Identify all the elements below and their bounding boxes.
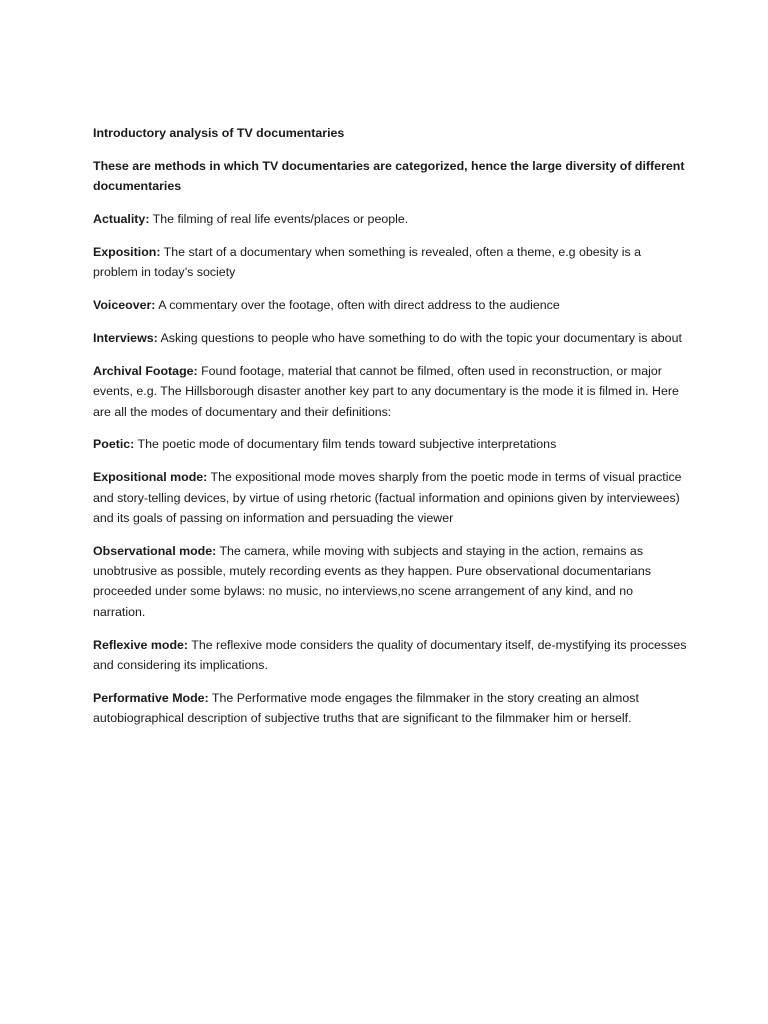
paragraph-exposition: [93, 242, 688, 283]
term-label: Archival Footage:: [93, 363, 198, 378]
term-definition: The camera, while moving with subjects and staying in the action, remains as unobtrusive as possible, mutely recording events as they happen. Pure observational documentarians proceeded under some bylaws: no music, no interviews,no scene arrangement of any kind, and no narration.: [93, 543, 651, 619]
term-definition: The start of a documentary when something is revealed, often a theme, e.g obesity is a problem in today’s society: [93, 244, 641, 280]
term-label: Voiceover:: [93, 298, 156, 313]
paragraph-voiceover: [93, 295, 688, 315]
document-intro: These are methods in which TV documentaries are categorized, hence the large diversity of different documentaries: [93, 158, 685, 194]
term-definition: Found footage, material that cannot be filmed, often used in reconstruction, or major events, e.g. The Hillsborough disaster another key part to any documentary is the mode it is filmed in. Here are all the modes of documentary and their definitions:: [93, 363, 679, 419]
term-label: Interviews:: [93, 331, 158, 346]
document-title: Introductory analysis of TV documentaries: [93, 126, 345, 140]
term-definition: The poetic mode of documentary film tends toward subjective interpretations: [134, 437, 557, 452]
paragraph-archival-footage: [93, 361, 688, 422]
term-definition: The reflexive mode considers the quality of documentary itself, de-mystifying its processes and considering its implications.: [93, 637, 687, 672]
term-definition: The Performative mode engages the filmmaker in the story creating an almost autobiographical description of subjective truths that are significant to the filmmaker him or herself.: [93, 690, 639, 726]
term-label: Observational mode:: [93, 543, 217, 558]
term-label: Exposition:: [93, 244, 161, 259]
paragraph-observational-mode: [93, 541, 688, 622]
paragraph-poetic: [93, 434, 688, 454]
term-label: Actuality:: [93, 212, 150, 227]
paragraph-expositional-mode: [93, 467, 688, 528]
paragraph-reflexive-mode: [93, 635, 688, 676]
paragraph-interviews: [93, 328, 688, 348]
paragraph-actuality: [93, 209, 688, 229]
term-definition: The expositional mode moves sharply from the poetic mode in terms of visual practice and story-telling devices, by virtue of using rhetoric (factual information and opinions given by interviewees) and its goals of passing on information and persuading the viewer: [93, 470, 682, 525]
term-definition: Asking questions to people who have something to do with the topic your documentary is about: [157, 331, 682, 346]
paragraph-performative-mode: [93, 688, 688, 729]
term-definition: The filming of real life events/places or people.: [149, 212, 409, 227]
term-label: Poetic:: [93, 437, 135, 452]
term-definition: A commentary over the footage, often with direct address to the audience: [155, 298, 560, 313]
term-label: Reflexive mode:: [93, 637, 189, 652]
term-label: Performative Mode:: [93, 690, 209, 705]
term-label: Expositional mode:: [93, 470, 208, 485]
